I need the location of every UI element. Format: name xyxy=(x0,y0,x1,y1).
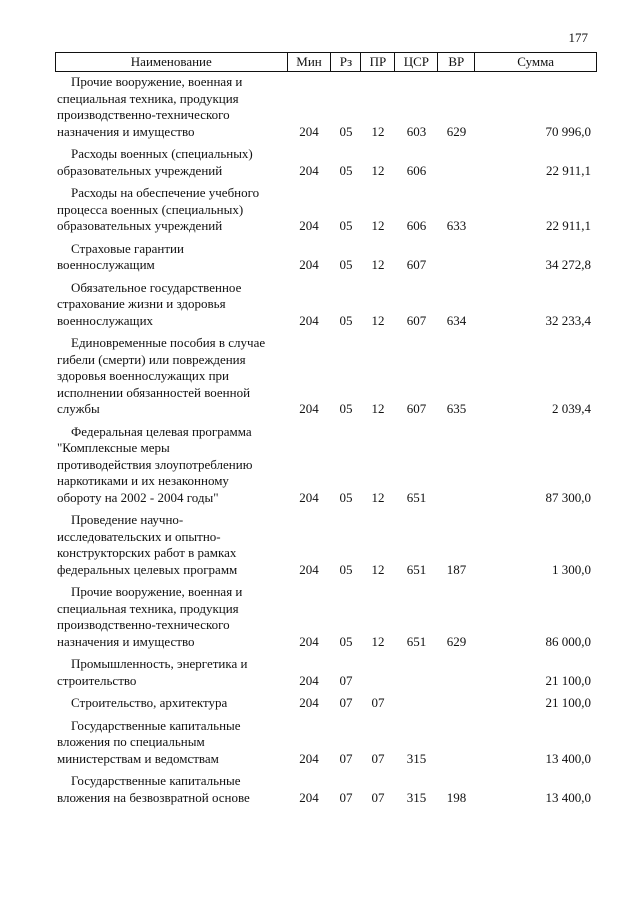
row-sum: 13 400,0 xyxy=(545,750,591,766)
table-row xyxy=(55,335,597,418)
row-min: 204 xyxy=(299,789,319,805)
row-sum: 2 039,4 xyxy=(552,401,591,416)
row-sum: 21 100,0 xyxy=(545,695,591,710)
row-pr: 12 xyxy=(371,257,385,272)
row-csr: 651 xyxy=(406,633,427,649)
row-min: 204 xyxy=(299,218,319,233)
row-name: Страховые гарантии военнослужащим xyxy=(57,240,184,272)
table-row xyxy=(55,656,597,689)
row-pr: 12 xyxy=(371,162,385,178)
row-rz: 05 xyxy=(339,633,353,649)
row-name: Строительство, архитектура xyxy=(71,695,228,710)
row-name: Расходы на обеспечение учебного процесса военных (специальных) образовательных учреждений xyxy=(57,185,260,233)
row-pr: 12 xyxy=(371,561,385,577)
row-rz: 07 xyxy=(339,750,353,766)
table-row xyxy=(55,512,597,578)
table-row xyxy=(55,280,597,330)
table-row xyxy=(55,146,597,179)
row-sum: 22 911,1 xyxy=(545,218,591,233)
row-min: 204 xyxy=(299,750,319,766)
row-name: Обязательное государственное страхование жизни и здоровья военнослужащих xyxy=(57,279,242,328)
row-name: Федеральная целевая программа "Комплексные меры противодействия злоупотреблению наркотиками и их незаконному обороту на 2002 - 2004 годы" xyxy=(57,423,253,505)
row-rz: 05 xyxy=(339,162,353,178)
header-sum: Сумма xyxy=(475,53,597,71)
row-name: Промышленность, энергетика и строительство xyxy=(57,656,248,688)
row-sum: 22 911,1 xyxy=(545,162,591,178)
budget-table xyxy=(55,52,597,812)
row-csr: 607 xyxy=(406,401,427,416)
row-vr: 629 xyxy=(446,633,467,649)
row-vr: 187 xyxy=(446,561,467,577)
row-name: Прочие вооружение, военная и специальная техника, продукция производственно-технического назначения и имущество xyxy=(57,584,243,649)
table-row xyxy=(55,241,597,274)
table-header xyxy=(55,52,597,72)
header-vr: ВР xyxy=(438,53,475,71)
row-rz: 07 xyxy=(339,789,353,805)
row-pr: 12 xyxy=(371,123,385,139)
table-row xyxy=(55,185,597,235)
table-row xyxy=(55,584,597,650)
row-csr: 607 xyxy=(406,312,427,328)
row-csr: 607 xyxy=(406,257,427,272)
row-sum: 1 300,0 xyxy=(552,561,591,577)
row-rz: 07 xyxy=(339,695,353,710)
row-vr: 635 xyxy=(446,401,467,416)
row-name: Расходы военных (специальных) образовательных учреждений xyxy=(57,146,253,178)
row-sum: 87 300,0 xyxy=(545,489,591,505)
header-name: Наименование xyxy=(56,53,288,71)
row-vr: 634 xyxy=(446,312,467,328)
table-body xyxy=(55,72,597,806)
row-csr: 315 xyxy=(406,789,427,805)
row-csr: 315 xyxy=(406,750,427,766)
row-pr: 07 xyxy=(371,750,385,766)
table-row xyxy=(55,424,597,507)
page-number: 177 xyxy=(568,30,588,45)
row-min: 204 xyxy=(299,257,319,272)
row-sum: 86 000,0 xyxy=(545,633,591,649)
row-pr: 12 xyxy=(371,312,385,328)
table-row xyxy=(55,718,597,768)
row-min: 204 xyxy=(299,123,319,139)
row-sum: 32 233,4 xyxy=(545,312,591,328)
row-min: 204 xyxy=(299,312,319,328)
row-vr: 198 xyxy=(446,789,467,805)
row-sum: 70 996,0 xyxy=(545,123,591,139)
row-name: Государственные капитальные вложения по специальным министерствам и ведомствам xyxy=(57,717,241,766)
row-pr: 12 xyxy=(371,489,385,505)
row-rz: 05 xyxy=(339,257,353,272)
row-csr: 603 xyxy=(406,123,427,139)
row-rz: 05 xyxy=(339,489,353,505)
row-vr: 629 xyxy=(446,123,467,139)
row-name: Проведение научно- исследовательских и опытно- конструкторских работ в рамках федеральных целевых программ xyxy=(57,512,238,577)
table-row xyxy=(55,773,597,806)
header-min: Мин xyxy=(288,53,332,71)
row-sum: 13 400,0 xyxy=(545,789,591,805)
row-min: 204 xyxy=(299,672,319,688)
row-pr: 12 xyxy=(371,218,385,233)
row-sum: 34 272,8 xyxy=(545,257,591,272)
row-name: Государственные капитальные вложения на безвозвратной основе xyxy=(57,773,250,805)
row-name: Прочие вооружение, военная и специальная техника, продукция производственно-технического назначения и имущество xyxy=(57,74,243,139)
row-rz: 05 xyxy=(339,312,353,328)
header-rz: Рз xyxy=(331,53,361,71)
row-name: Единовременные пособия в случае гибели (смерти) или повреждения здоровья военнослужащих при исполнении обязанностей военной службы xyxy=(57,335,266,416)
table-row xyxy=(55,695,597,712)
row-min: 204 xyxy=(299,162,319,178)
row-vr: 633 xyxy=(446,218,467,233)
row-min: 204 xyxy=(299,695,319,710)
row-pr: 07 xyxy=(371,789,385,805)
row-min: 204 xyxy=(299,633,319,649)
row-rz: 05 xyxy=(339,123,353,139)
row-rz: 07 xyxy=(339,672,353,688)
header-csr: ЦСР xyxy=(395,53,438,71)
row-csr: 651 xyxy=(406,489,427,505)
row-rz: 05 xyxy=(339,561,353,577)
row-min: 204 xyxy=(299,489,319,505)
row-csr: 606 xyxy=(406,162,427,178)
row-csr: 606 xyxy=(406,218,427,233)
row-rz: 05 xyxy=(339,401,353,416)
row-pr: 12 xyxy=(371,633,385,649)
row-min: 204 xyxy=(299,561,319,577)
row-sum: 21 100,0 xyxy=(545,672,591,688)
table-row xyxy=(55,74,597,140)
row-csr: 651 xyxy=(406,561,427,577)
row-pr: 07 xyxy=(371,695,385,710)
row-min: 204 xyxy=(299,401,319,416)
row-rz: 05 xyxy=(339,218,353,233)
row-pr: 12 xyxy=(371,401,385,416)
header-pr: ПР xyxy=(361,53,395,71)
